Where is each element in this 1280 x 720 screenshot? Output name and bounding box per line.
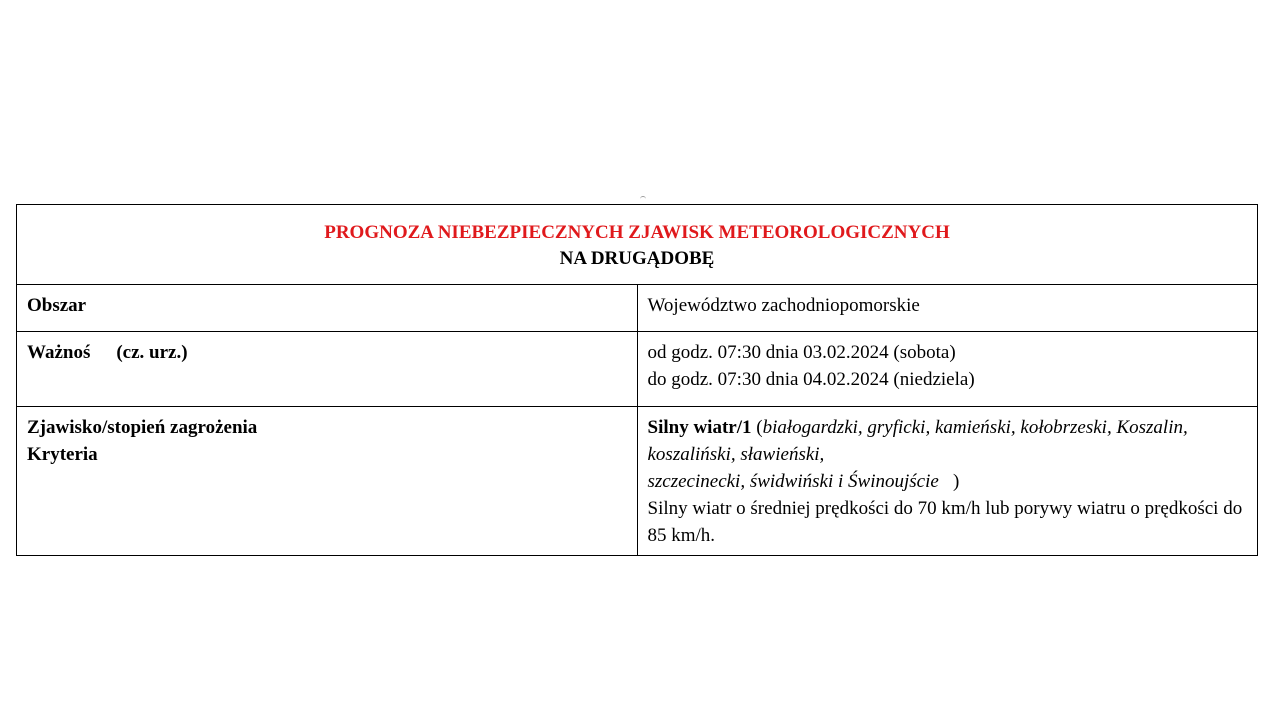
area-label: Obszar [17, 285, 638, 332]
document-subtitle: NA DRUGĄDOBĘ [559, 248, 715, 269]
header-cell [17, 205, 1258, 285]
phenomenon-name: Silny wiatr/1 [647, 417, 752, 438]
phenomenon-line1: Silny wiatr/1 (białogardzki, gryficki, kamieński, kołobrzeski, Koszalin, koszaliński, sławieński, [647, 417, 1188, 465]
validity-value-cell [637, 332, 1258, 407]
phenomenon-label-cell [17, 407, 638, 556]
header-row [17, 205, 1258, 285]
table-row-area [17, 285, 1258, 332]
table-row-phenomenon [17, 407, 1258, 556]
document-title: PROGNOZA NIEBEZPIECZNYCH ZJAWISK METEOROLOGICZNYCH [324, 222, 950, 243]
warning-table [16, 204, 1258, 556]
phenomenon-line2: szczecinecki, świdwiński i Świnoujście ) [647, 471, 960, 492]
phenomenon-label: Zjawisko/stopień zagrożenia [27, 417, 258, 438]
decorative-mark [640, 196, 646, 201]
validity-from: od godz. 07:30 dnia 03.02.2024 (sobota) [647, 342, 956, 363]
phenomenon-value-cell [637, 407, 1258, 556]
counties-line1: białogardzki, gryficki, kamieński, kołobrzeski, Koszalin, koszaliński, sławieński, [647, 417, 1188, 465]
validity-label-suffix: (cz. urz.) [116, 342, 188, 363]
criteria-value: Silny wiatr o średniej prędkości do 70 km/h lub porywy wiatru o prędkości do 85 km/h. [647, 498, 1243, 546]
area-value: Województwo zachodniopomorskie [637, 285, 1258, 332]
validity-label-cell [17, 332, 638, 407]
counties-line2: szczecinecki, świdwiński i Świnoujście [647, 471, 939, 492]
validity-label: Ważnoś [27, 342, 91, 363]
criteria-label: Kryteria [27, 444, 98, 465]
table-row-validity [17, 332, 1258, 407]
validity-to: do godz. 07:30 dnia 04.02.2024 (niedziela) [647, 369, 975, 390]
